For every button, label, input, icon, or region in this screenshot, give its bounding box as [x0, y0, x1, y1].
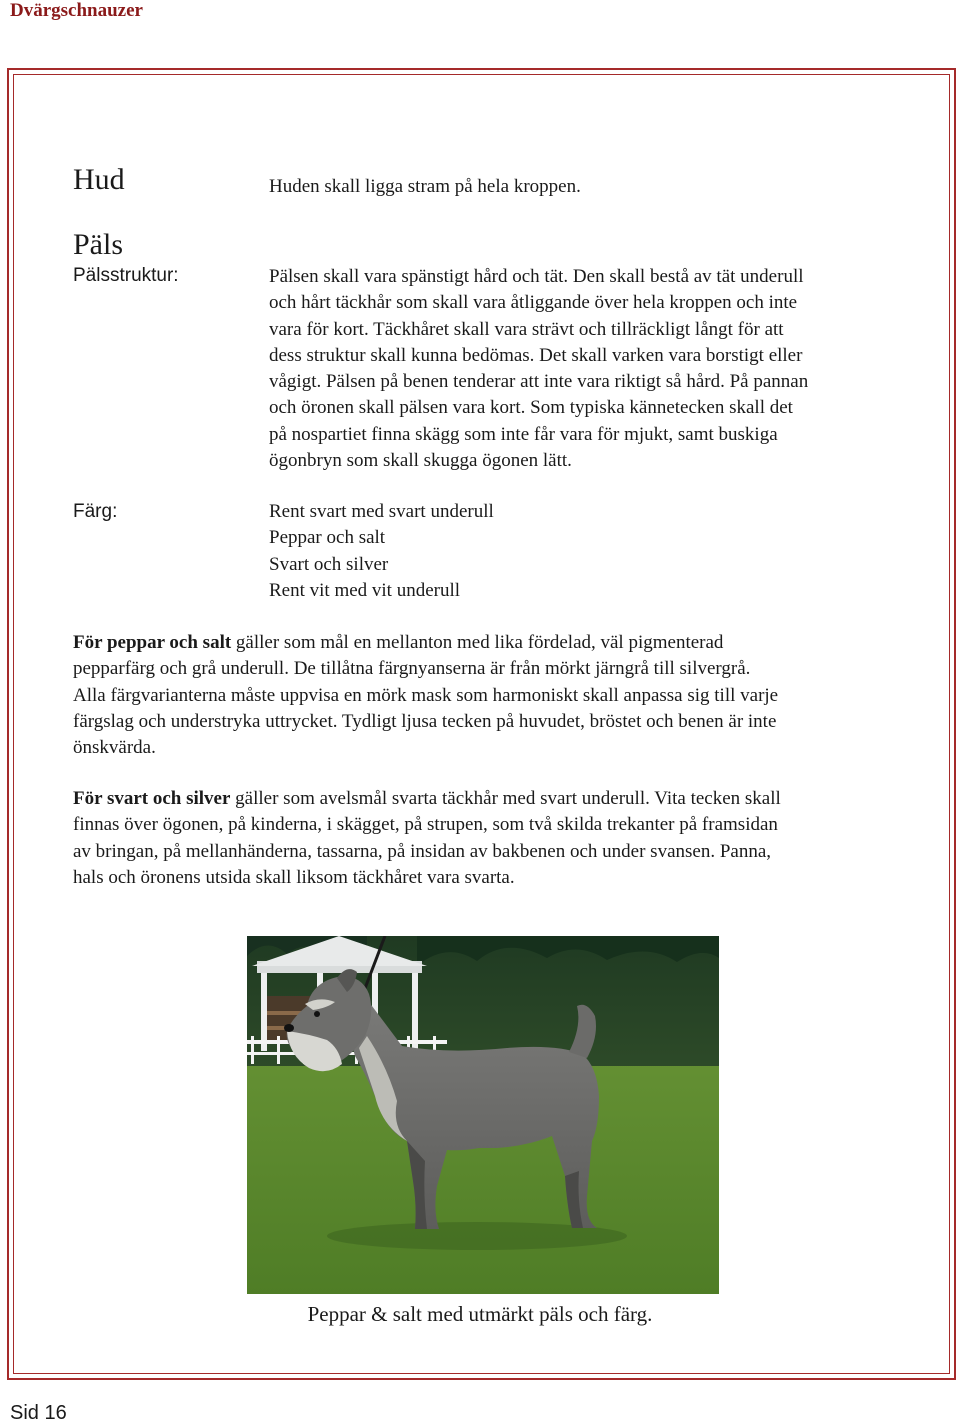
palsstruktur-text [269, 264, 909, 474]
farg-list [269, 499, 909, 604]
text-line: Alla färgvarianterna måste uppvisa en mörk mask som harmoniskt skall anpassa sig till varje [73, 684, 779, 706]
farg-item: Peppar och salt [269, 527, 386, 549]
text-run: gäller som avelsmål svarta täckhår med svart underull. Vita tecken skall [230, 788, 781, 809]
label-palsstruktur: Pälsstruktur: [73, 265, 179, 286]
section-title-pals: Päls [73, 228, 124, 261]
farg-item: Rent vit med vit underull [269, 579, 461, 601]
label-farg: Färg: [73, 501, 118, 522]
text-line: vara för kort. Täckhåret skall vara strävt och tillräckligt långt för att [269, 318, 784, 340]
paragraph-svart-och-silver [73, 786, 913, 891]
text-line: finnas över ögonen, på kinderna, i skägget, på strupen, som två skilda trekanter på framsidan [73, 814, 778, 836]
farg-item: Svart och silver [269, 553, 389, 575]
hud-text [269, 174, 909, 200]
text-line: dess struktur skall kunna bedömas. Det skall varken vara borstigt eller [269, 344, 803, 366]
bold-lead: För peppar och salt [73, 632, 232, 653]
text-line [73, 630, 913, 656]
text-line: färgslag och understryka uttrycket. Tydligt ljusa tecken på huvudet, bröstet och benen är inte [73, 710, 777, 732]
photo-caption: Peppar & salt med utmärkt päls och färg. [307, 1302, 653, 1326]
text-line [73, 786, 913, 812]
paragraph-peppar-och-salt [73, 630, 913, 761]
text-line: önskvärda. [73, 737, 156, 759]
text-line: på nospartiet finna skägg som inte får vara för mjukt, samt buskiga [269, 423, 778, 445]
section-title-hud: Hud [73, 163, 125, 196]
farg-item: Rent svart med svart underull [269, 501, 494, 522]
text-line: hals och öronens utsida skall liksom täckhåret vara svarta. [73, 866, 515, 888]
text-line: pepparfärg och grå underull. De tillåtna färgnyanserna är från mörkt järngrå till silvergrå. [73, 658, 751, 680]
text-line: och öronen skall pälsen vara kort. Som typiska kännetecken skall det [269, 397, 793, 419]
text-line: Pälsen skall vara spänstigt hård och tät. Den skall bestå av tät underull [269, 266, 804, 287]
document-header-title: Dvärgschnauzer [10, 0, 143, 21]
hud-line: Huden skall ligga stram på hela kroppen. [269, 176, 581, 197]
text-line: vågigt. Pälsen på benen tenderar att inte vara riktigt så hård. På pannan [269, 371, 809, 393]
text-line: och hårt täckhår som skall vara åtliggande över hela kroppen och inte [269, 292, 798, 314]
text-run: gäller som mål en mellanton med lika fördelad, väl pigmenterad [231, 632, 724, 653]
text-line: av bringan, på mellanhänderna, tassarna, på insidan av bakbenen och under svansen. Panna, [73, 840, 772, 862]
text-line: ögonbryn som skall skugga ögonen lätt. [269, 450, 572, 472]
page-number: Sid 16 [10, 1402, 67, 1424]
bold-lead: För svart och silver [73, 788, 231, 809]
dog-photo [247, 936, 719, 1294]
